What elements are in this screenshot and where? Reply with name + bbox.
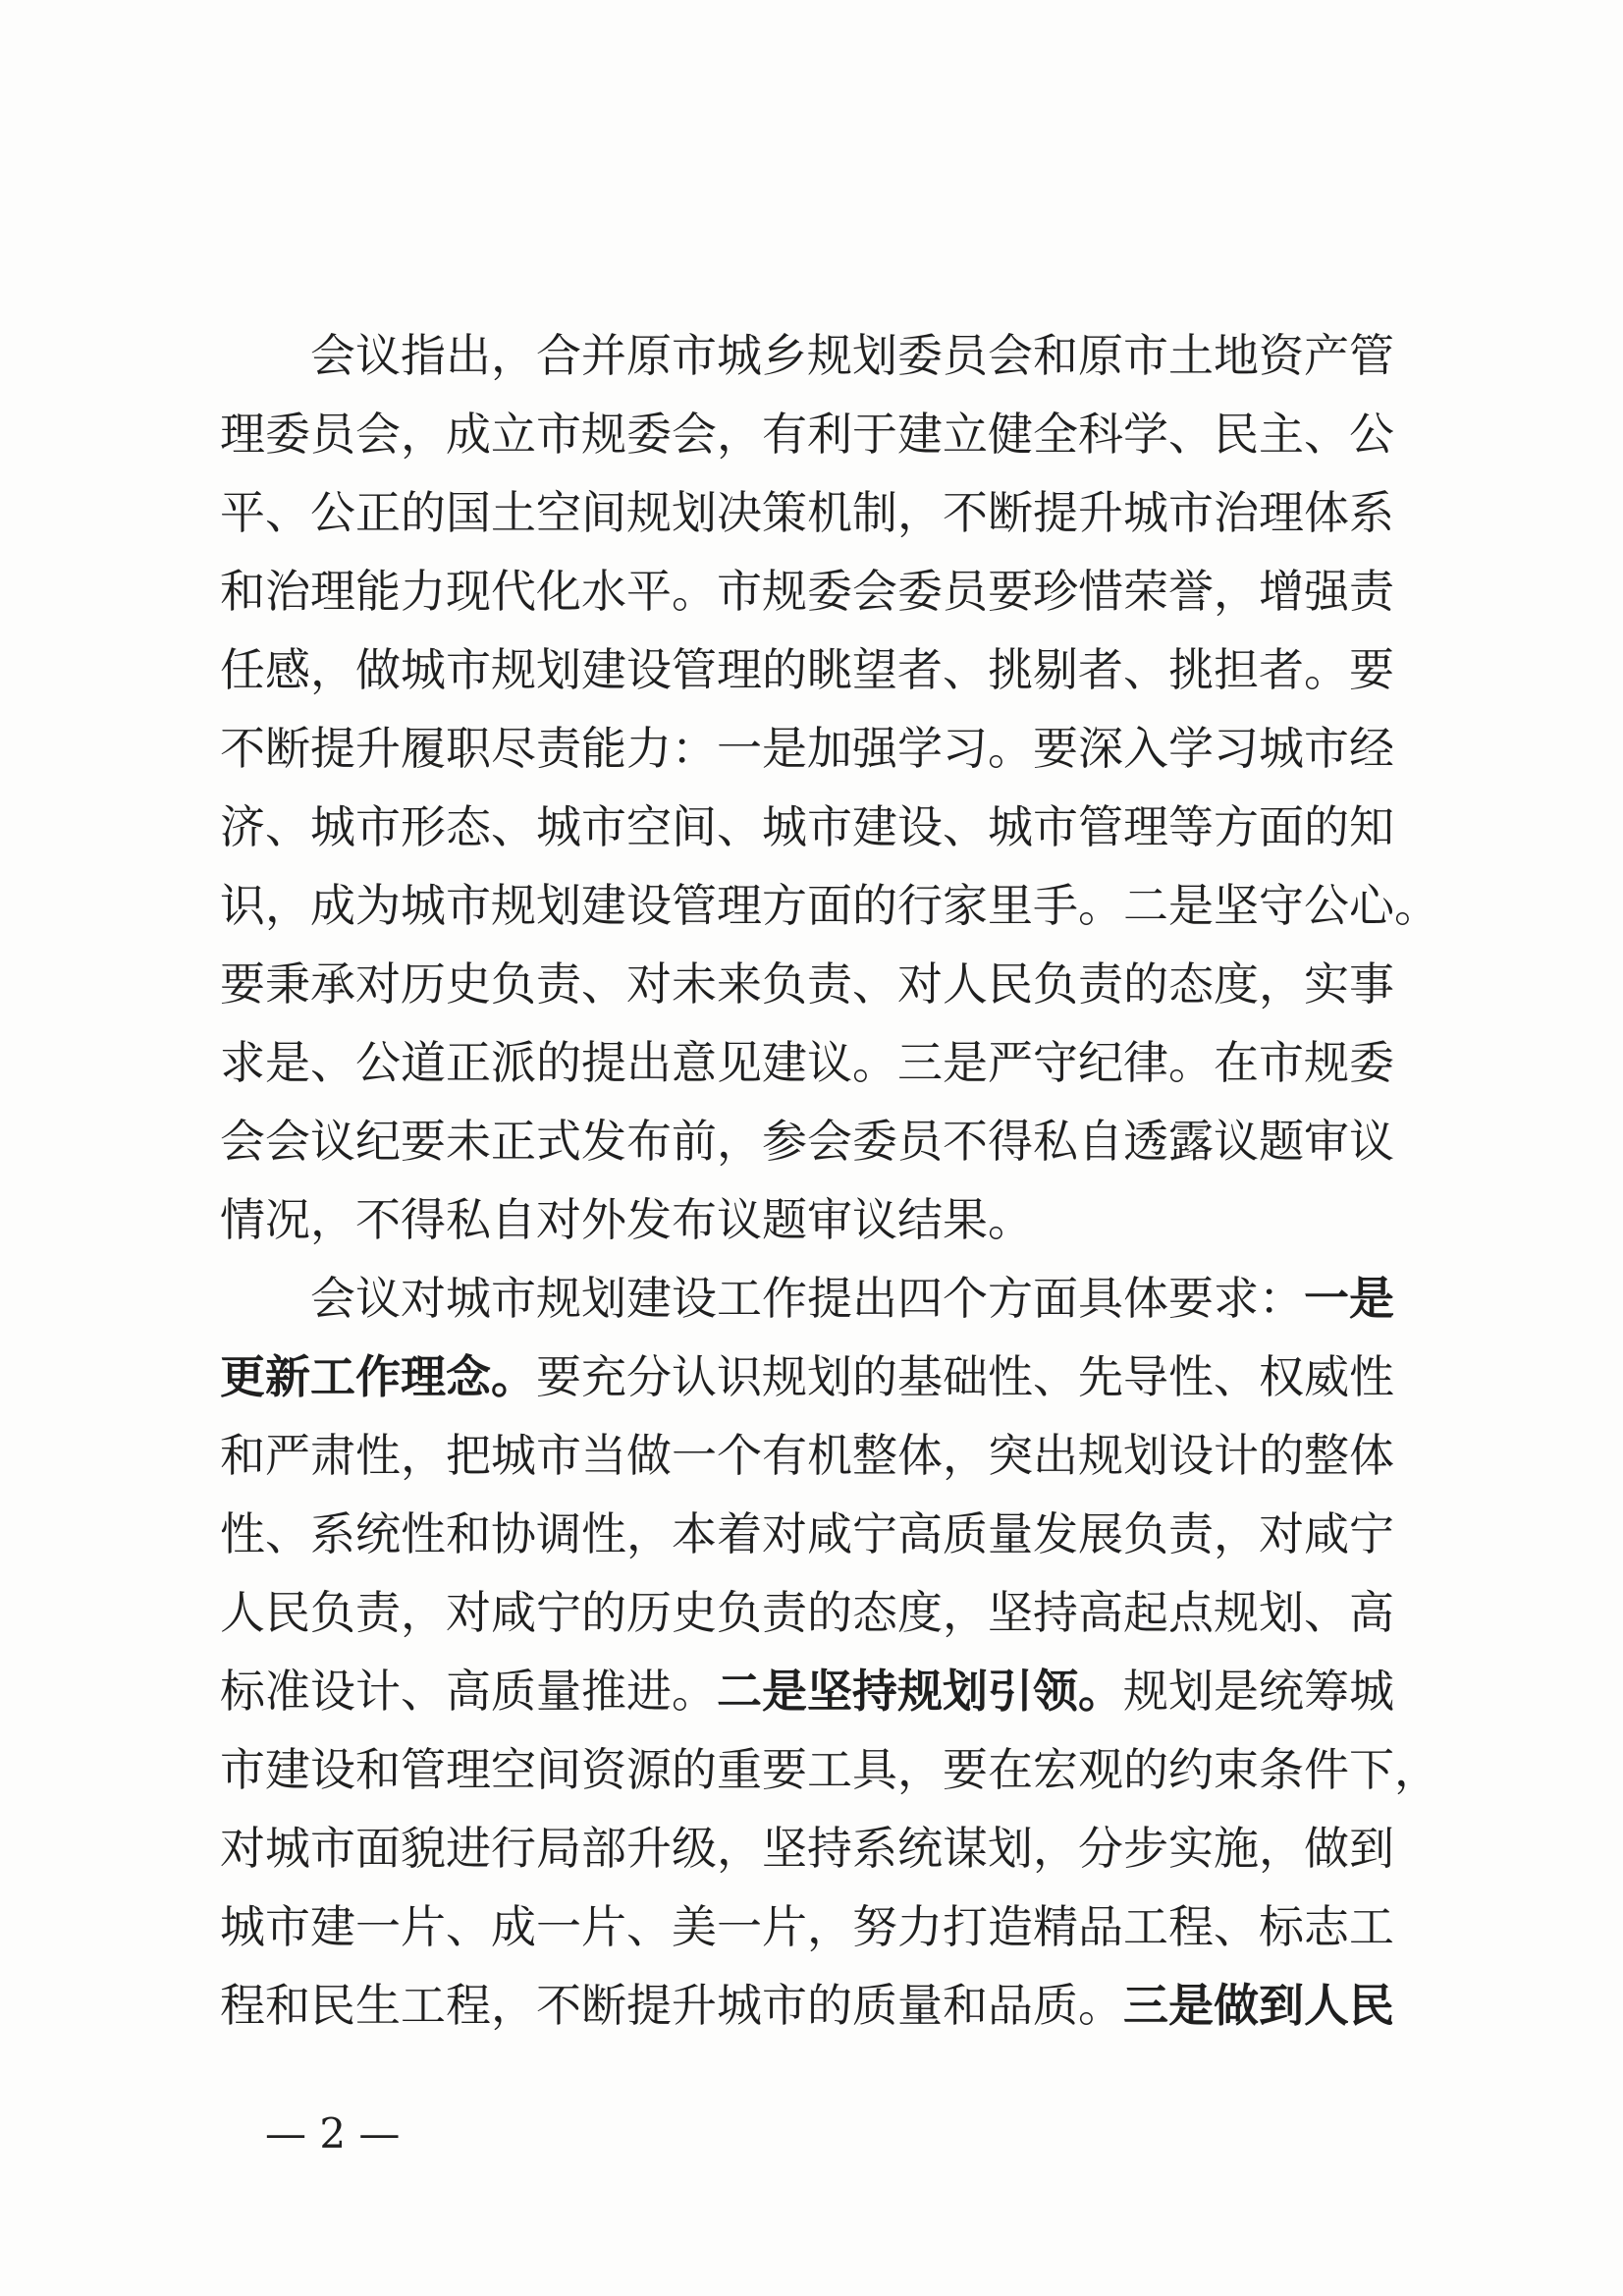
text-span: 规划是统筹城 <box>1123 1665 1394 1718</box>
text-line: 情况，不得私自对外发布议题审议结果。 <box>220 1193 1033 1246</box>
text-line: 对城市面貌进行局部升级，坚持系统谋划，分步实施，做到 <box>220 1822 1394 1875</box>
text-line: 城市建一片、成一片、美一片，努力打造精品工程、标志工 <box>220 1900 1394 1953</box>
text-span: 标准设计、高质量推进。 <box>220 1665 717 1718</box>
text-line: 理委员会，成立市规委会，有利于建立健全科学、民主、公 <box>220 408 1394 461</box>
text-line: 会议指出，合并原市城乡规划委员会和原市土地资产管 <box>310 329 1394 382</box>
text-span: 程和民生工程，不断提升城市的质量和品质。 <box>220 1979 1123 2032</box>
text-line: 识，成为城市规划建设管理方面的行家里手。二是坚守公心。 <box>220 879 1439 932</box>
text-line: 不断提升履职尽责能力：一是加强学习。要深入学习城市经 <box>220 722 1394 775</box>
bold-heading-span: 一是 <box>1304 1272 1394 1325</box>
text-line: 和严肃性，把城市当做一个有机整体，突出规划设计的整体 <box>220 1429 1394 1482</box>
bold-heading-span: 三是做到人民 <box>1123 1979 1394 2032</box>
text-line: 市建设和管理空间资源的重要工具，要在宏观的约束条件下， <box>220 1743 1439 1796</box>
text-line <box>220 1966 1394 2045</box>
text-line: 要秉承对历史负责、对未来负责、对人民负责的态度，实事 <box>220 957 1394 1011</box>
bold-heading-span: 二是坚持规划引领。 <box>717 1665 1123 1718</box>
text-line: 和治理能力现代化水平。市规委会委员要珍惜荣誉，增强责 <box>220 565 1394 618</box>
text-span: 会议对城市规划建设工作提出四个方面具体要求： <box>310 1272 1304 1325</box>
page-number: — 2 — <box>265 2109 401 2158</box>
text-span: 要充分认识规划的基础性、先导性、权威性 <box>536 1350 1394 1403</box>
text-line: 性、系统性和协调性，本着对咸宁高质量发展负责，对咸宁 <box>220 1507 1394 1560</box>
text-line <box>220 1259 1394 1338</box>
text-line: 人民负责，对咸宁的历史负责的态度，坚持高起点规划、高 <box>220 1586 1394 1639</box>
text-line: 平、公正的国土空间规划决策机制，不断提升城市治理体系 <box>220 486 1394 539</box>
text-line: 会会议纪要未正式发布前，参会委员不得私自透露议题审议 <box>220 1115 1394 1168</box>
text-line: 济、城市形态、城市空间、城市建设、城市管理等方面的知 <box>220 800 1394 853</box>
text-line <box>220 1652 1394 1730</box>
document-body <box>220 316 1439 2045</box>
text-line: 求是、公道正派的提出意见建议。三是严守纪律。在市规委 <box>220 1036 1394 1089</box>
bold-heading-span: 更新工作理念。 <box>220 1350 536 1403</box>
text-line: 任感，做城市规划建设管理的眺望者、挑剔者、挑担者。要 <box>220 643 1394 696</box>
text-line <box>220 1338 1394 1416</box>
